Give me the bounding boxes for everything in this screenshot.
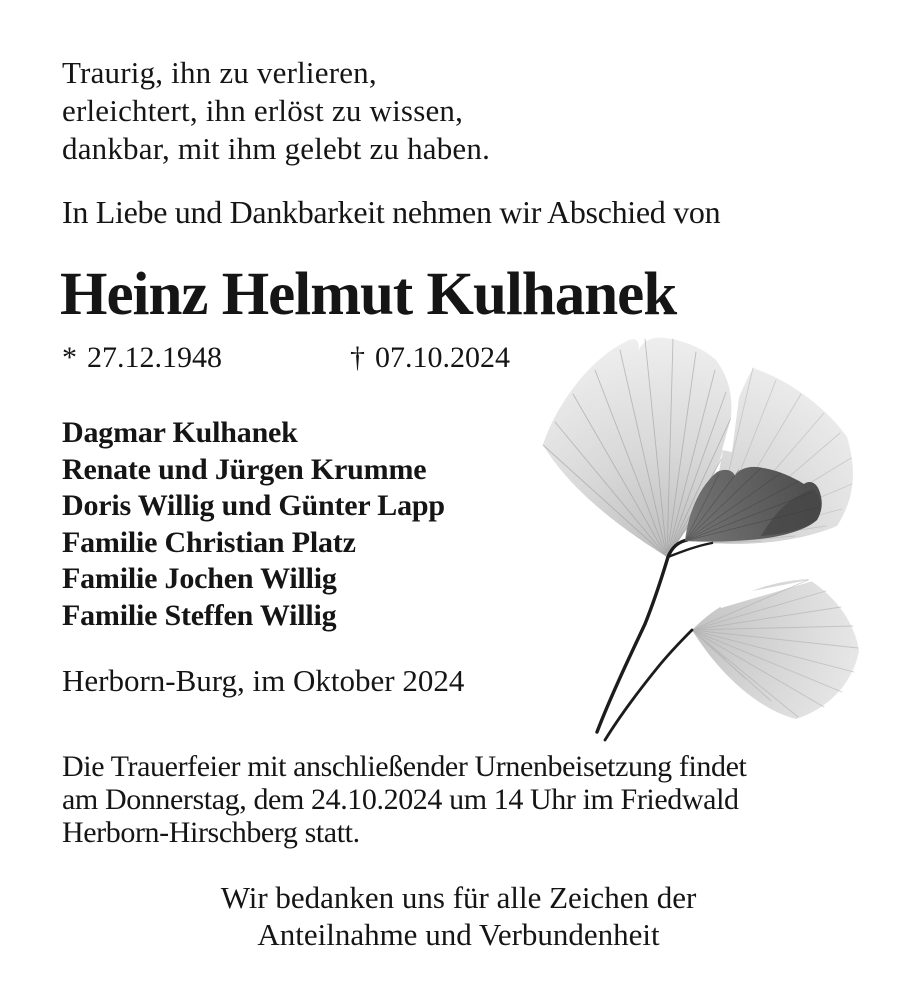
born-symbol: *: [62, 341, 77, 374]
place-date-line: Herborn-Burg, im Oktober 2024: [62, 663, 465, 698]
mourner-line: Familie Steffen Willig: [62, 598, 337, 632]
death-date-value: 07.10.2024: [375, 341, 510, 374]
verse-line: dankbar, mit ihm gelebt zu haben.: [62, 131, 491, 166]
funeral-info-line: Herborn-Hirschberg statt.: [62, 816, 360, 849]
life-dates: [62, 340, 510, 376]
funeral-info: [62, 750, 746, 849]
ginkgo-leaves-image: [525, 330, 917, 748]
funeral-info-line: Die Trauerfeier mit anschließender Urnenbeisetzung findet: [62, 750, 747, 783]
mourner-line: Doris Willig und Günter Lapp: [62, 489, 445, 523]
birth-date-value: 27.12.1948: [87, 341, 222, 374]
stem-main: [597, 540, 687, 732]
mourner-line: Dagmar Kulhanek: [62, 416, 298, 449]
funeral-info-line: am Donnerstag, dem 24.10.2024 um 14 Uhr im Friedwald: [62, 783, 739, 816]
mourners-list: [62, 415, 445, 635]
mourner-line: Renate und Jürgen Krumme: [62, 452, 427, 486]
death-date: [350, 340, 510, 376]
deceased-name: Heinz Helmut Kulhanek: [60, 261, 677, 328]
cross-symbol: †: [350, 341, 365, 374]
farewell-intro: In Liebe und Dankbarkeit nehmen wir Abschied von: [62, 194, 721, 230]
thanks-line: Wir bedanken uns für alle Zeichen der: [220, 880, 697, 915]
opening-verse: [62, 54, 490, 168]
mourner-line: Familie Jochen Willig: [62, 562, 337, 596]
thanks-note: [0, 880, 917, 953]
birth-date: [62, 341, 222, 374]
thanks-line: Anteilnahme und Verbundenheit: [257, 916, 660, 952]
verse-line: erleichtert, ihn erlöst zu wissen,: [62, 93, 464, 128]
ginkgo-leaf-bottom-right: [692, 576, 859, 719]
verse-line: Traurig, ihn zu verlieren,: [62, 55, 377, 90]
ginkgo-stems: [597, 540, 712, 740]
mourner-line: Familie Christian Platz: [62, 525, 356, 559]
